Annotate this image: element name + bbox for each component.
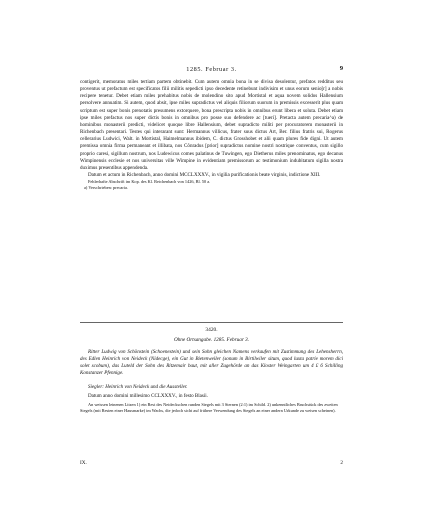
document-2-summary: Ritter Ludwig von Schönstein (Schoenestein) und sein Sohn gleichen Namens verkaufen mit Zustimmung des Lehensherrn, des Edlen Heinrich von Neideck (Nidecge), ein Gut in Bietenweiler (sonum in Birtilwiler situm, quod luxta patrie morem dici solet scobum), das Luteld der Sohn des Ritzemair baut, mit aller Zugehörde an das Kloster Weingarten um 4 £ 6 Schilling Konstanzer Pfennige. bbox=[80, 349, 343, 377]
document-2-regest bbox=[80, 349, 343, 378]
document-2-seal-notes: An weissen leinenen Litzen 1) ein Rest des Neideckschen runden Siegels mit 3 Sternen (2:1) im Schild. 2) unkenntliches Bruchstück des zweiten Siegels (mit Resten einer Hausmarke) im Wachs, die jedoch sicht auf frühere Verwendung des Siegels an einer andern Urkunde zu weisen scheinen). bbox=[80, 402, 338, 413]
page-number: 9 bbox=[339, 65, 343, 72]
header-date: 1285. Februar 3. bbox=[186, 66, 237, 73]
sheet-mark: 2 bbox=[340, 460, 343, 466]
document-2-number: 3420. bbox=[205, 327, 218, 333]
page-footer bbox=[80, 460, 343, 468]
running-header bbox=[80, 66, 343, 76]
document-2-heading: Ohne Ortsangabe. 1285. Februar 3. bbox=[173, 337, 250, 343]
document-2-siegler: Siegler: Heinrich von Neideck und die Aussteller. bbox=[88, 384, 188, 390]
document-1-dating-clause: Datum et actum in Richenbach, anno domini MCCLXXXV., in vigilia purificationis beate virginis, indictione XIII. bbox=[88, 172, 321, 179]
document-2-seals bbox=[80, 384, 343, 391]
document-1-paragraph: contigerit, memoratus miles tertiam partem obtinebit. Cum autem omnia bona in se divisa desolentur, prefatos redditus seu proventus ut prefactum est specificatos filii militis sepedicti ipso decedente retinebunt indivisim et unus eorum senio[r] a nobis recipere tenetur. Debet etiam miles prehabitus nobis de molendino sito apud Mortistal et aqua novem solidos Hallensium persolvere annuatim. Si autem, quod absit, ipse miles supradictus vel aliquis filiorum suorum in premissis excesserit plus quam scriptum est super bonis prenotatis presumens extorquere, bona prescripta nobis in omnibus erunt libera et soluta. Debet etiam ipse miles prefactus nos super dictis bonis in omnibus pro posse suo defendere ac [tueri]. Pretacta autem precaria^a) de hominibus monasterii predicti, videlicet quoque libre Hallensium, debet supradicto militi per procuratorem monasterii in Richenbach presentari. Testes qui interarant sunt: Hermannus villicus, frater suus dictus Art, Ber. filius fratris sui, Rogerus cellerarius Ludwici, Walt. in Mortistal, Haimelmannus ibidem, C. dictus Grosshobet et alii quam plures fide digni. Ut autem premissa omnia firma permaneant et illibata, nos Cônradus [prior] supradictus nomine nostri nostrique conventus, cum sigillo proprio caresi, sigillum nostrum, nos Ludewicus comes palatinus de Tuwingen, ego Dietherus miles prenominatus, ego decanus Wimpinensis ecclesie et nos universitas ville Wimpine in evidentiam premissorum ac testimonium indubitatum sigilla nostra duximus presentibus appendenda. bbox=[80, 79, 343, 171]
signature-mark: IX. bbox=[80, 460, 87, 466]
document-2-date bbox=[80, 393, 343, 400]
document-2-notes bbox=[80, 402, 343, 413]
document-1-footnote: a) Verschrieben: precaria. bbox=[84, 184, 128, 190]
document-1-body bbox=[80, 79, 343, 190]
document-2-date-line: Datum anno domini millesimo CCLXXXV., in festo Blasii. bbox=[88, 393, 208, 399]
section-divider bbox=[80, 322, 343, 323]
document-1-source-note: Fehlerhafte Abschrift im Kop. des Kl. Reichenbach von 1426, Bl. 50 a. bbox=[88, 179, 211, 185]
